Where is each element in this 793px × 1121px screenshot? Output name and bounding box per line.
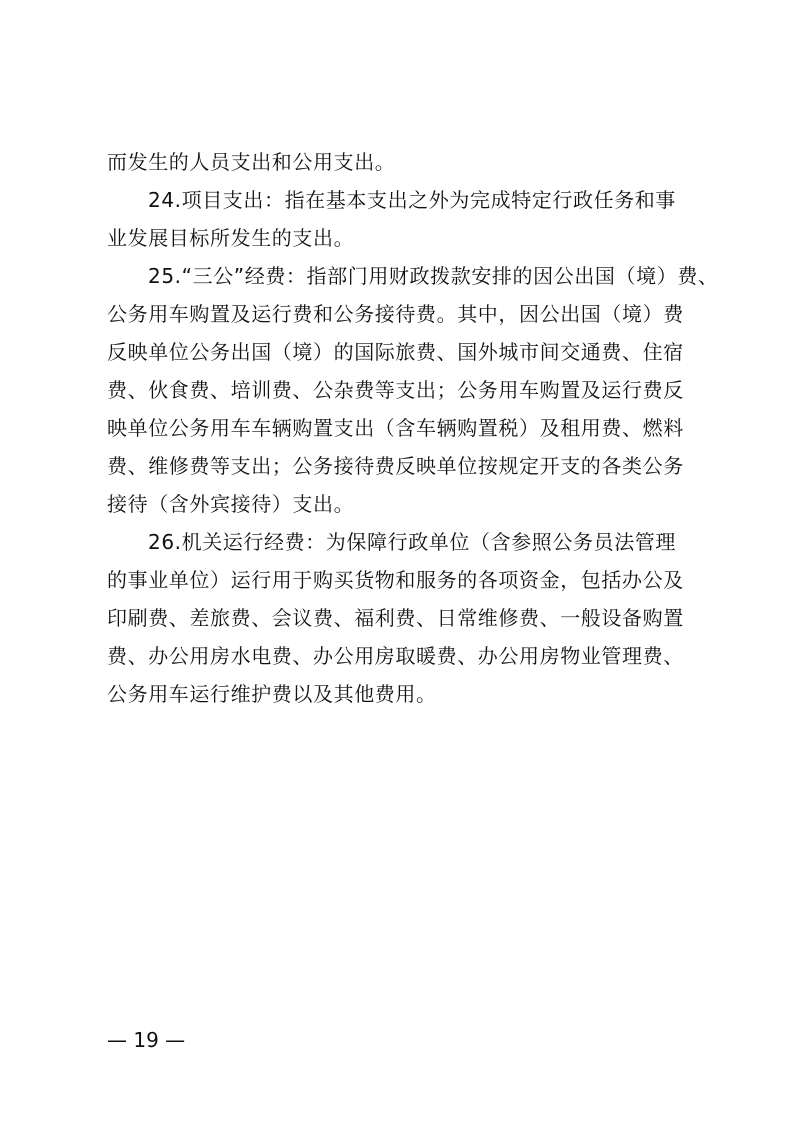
text-line: 业发展目标所发生的支出。 <box>107 226 355 250</box>
text-line: 印刷费、差旅费、会议费、福利费、日常维修费、一般设备购置 <box>107 606 684 630</box>
text-line: 而发生的人员支出和公用支出。 <box>107 150 396 174</box>
page-number: — 19 — <box>107 1028 186 1052</box>
text-line: 费、伙食费、培训费、公杂费等支出；公务用车购置及运行费反 <box>107 378 684 402</box>
text-line: 映单位公务用车车辆购置支出（含车辆购置税）及租用费、燃料 <box>107 416 684 440</box>
text-line: 公务用车购置及运行费和公务接待费。其中，因公出国（境）费 <box>107 302 684 326</box>
text-line: 反映单位公务出国（境）的国际旅费、国外城市间交通费、住宿 <box>107 340 684 364</box>
text-line-item-25: 25.“三公”经费：指部门用财政拨款安排的因公出国（境）费、 <box>148 264 719 288</box>
text-line: 费、维修费等支出；公务接待费反映单位按规定开支的各类公务 <box>107 454 684 478</box>
text-line: 的事业单位）运行用于购买货物和服务的各项资金，包括办公及 <box>107 568 684 592</box>
text-line-item-26: 26.机关运行经费：为保障行政单位（含参照公务员法管理 <box>148 530 677 554</box>
text-line: 公务用车运行维护费以及其他费用。 <box>107 682 437 706</box>
text-line-item-24: 24.项目支出：指在基本支出之外为完成特定行政任务和事 <box>148 188 677 212</box>
text-line: 费、办公用房水电费、办公用房取暖费、办公用房物业管理费、 <box>107 644 684 668</box>
text-line: 接待（含外宾接待）支出。 <box>107 492 355 516</box>
